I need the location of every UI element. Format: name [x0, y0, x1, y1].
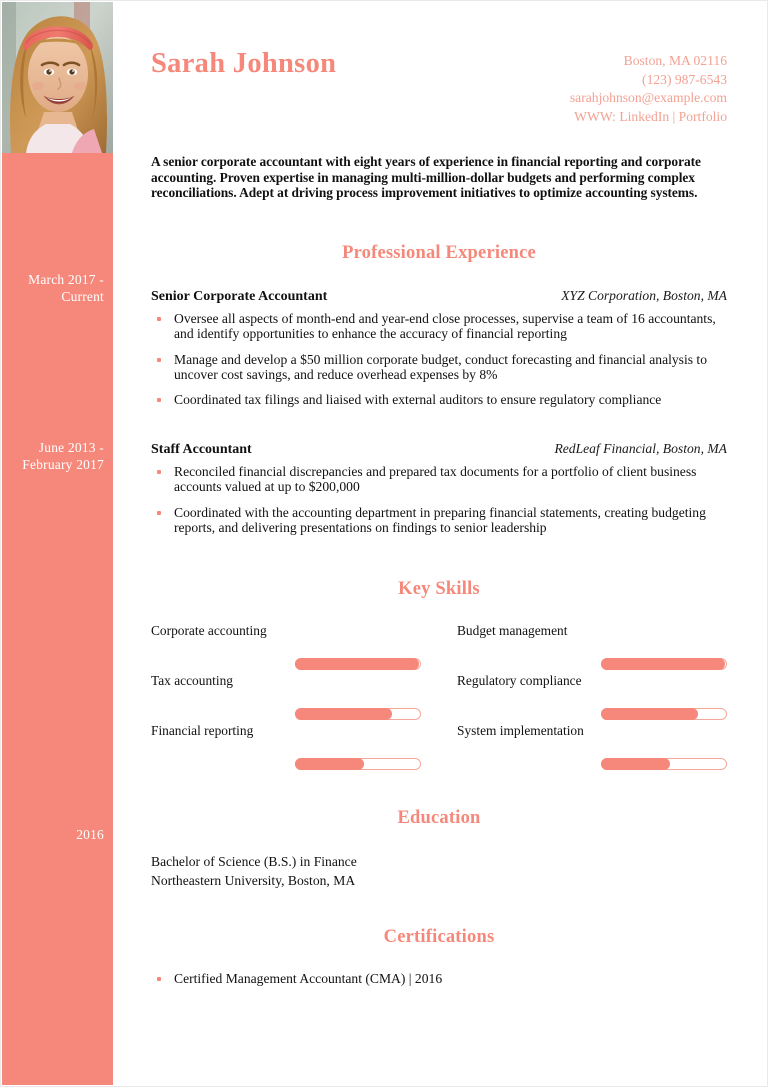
list-item: Reconciled financial discrepancies and prepared tax documents for a portfolio of client business accounts valued at up to $200,000 — [151, 464, 727, 495]
main-content — [113, 1, 767, 987]
sidebar-date-job-2: June 2013 - February 2017 — [22, 440, 104, 472]
skill-label: Budget management — [457, 623, 568, 639]
job-bullets — [151, 311, 727, 408]
skill-item — [151, 674, 421, 724]
contact-links[interactable]: WWW: LinkedIn | Portfolio — [574, 108, 727, 124]
portrait-photo-icon — [2, 2, 113, 153]
skill-label: Tax accounting — [151, 673, 233, 689]
section-title-skills: Key Skills — [398, 579, 480, 600]
contact-block — [570, 48, 727, 126]
summary-paragraph: A senior corporate accountant with eight years of experience in financial reporting and corporate accounting. Proven expertise in managing multi-million-dollar budgets and performing complex reconciliations. Adept at driving process improvement initiatives to optimize accounting systems. — [151, 154, 701, 201]
skill-level-fill — [601, 758, 670, 770]
skill-level-fill — [295, 658, 419, 670]
skill-item — [151, 624, 421, 674]
education-degree: Bachelor of Science (B.S.) in Finance — [151, 854, 357, 870]
list-item: Coordinated tax filings and liaised with external auditors to ensure regulatory compliance — [151, 392, 727, 407]
section-title-education: Education — [397, 808, 481, 829]
skill-level-fill — [601, 658, 725, 670]
skills-grid — [151, 624, 727, 774]
job-header — [151, 288, 727, 305]
list-item: Manage and develop a $50 million corporate budget, conduct forecasting and financial analysis to uncover cost savings, and reduce overhead expenses by 8% — [151, 352, 727, 383]
skill-item — [457, 724, 727, 774]
certifications-list — [151, 971, 727, 986]
resume-header — [151, 1, 727, 126]
sidebar-date-education: 2016 — [76, 827, 104, 842]
job-bullets — [151, 464, 727, 536]
contact-address: Boston, MA 02116 — [623, 53, 727, 68]
skill-level-fill — [295, 758, 364, 770]
section-title-experience: Professional Experience — [342, 242, 536, 263]
list-item: Certified Management Accountant (CMA) | 2016 — [151, 971, 727, 986]
contact-email[interactable]: sarahjohnson@example.com — [569, 90, 727, 105]
skill-level-bar — [295, 758, 421, 770]
sidebar — [2, 2, 113, 1085]
job-organization: RedLeaf Financial, Boston, MA — [554, 440, 727, 456]
list-item: Oversee all aspects of month-end and year-end close processes, supervise a team of 16 accountants, and identify opportunities to enhance the accuracy of financial reporting — [151, 311, 727, 342]
job-title: Senior Corporate Accountant — [151, 288, 328, 304]
skill-level-bar — [601, 658, 727, 670]
skill-label: Financial reporting — [151, 723, 254, 739]
experience-entry — [151, 441, 727, 536]
skill-level-fill — [601, 708, 698, 720]
skill-label: Regulatory compliance — [457, 673, 582, 689]
skill-item — [457, 624, 727, 674]
skill-level-bar — [601, 708, 727, 720]
skill-label: System implementation — [457, 723, 584, 739]
job-header — [151, 441, 727, 458]
education-entry — [151, 853, 727, 890]
skill-item — [151, 724, 421, 774]
education-school: Northeastern University, Boston, MA — [151, 872, 356, 888]
skill-item — [457, 674, 727, 724]
contact-phone[interactable]: (123) 987-6543 — [642, 71, 727, 87]
skill-level-bar — [601, 758, 727, 770]
section-title-certifications: Certifications — [383, 927, 495, 948]
sidebar-date-job-1: March 2017 - Current — [28, 272, 104, 304]
page-title: Sarah Johnson — [151, 48, 337, 79]
list-item: Coordinated with the accounting department in preparing financial statements, creating budgeting reports, and delivering presentations on findings to senior leadership — [151, 505, 727, 536]
skill-level-bar — [295, 658, 421, 670]
skill-level-fill — [295, 708, 392, 720]
job-title: Staff Accountant — [151, 441, 252, 457]
skill-label: Corporate accounting — [151, 623, 267, 639]
skill-level-bar — [295, 708, 421, 720]
job-organization: XYZ Corporation, Boston, MA — [561, 287, 727, 303]
avatar — [2, 2, 113, 153]
experience-entry — [151, 288, 727, 408]
